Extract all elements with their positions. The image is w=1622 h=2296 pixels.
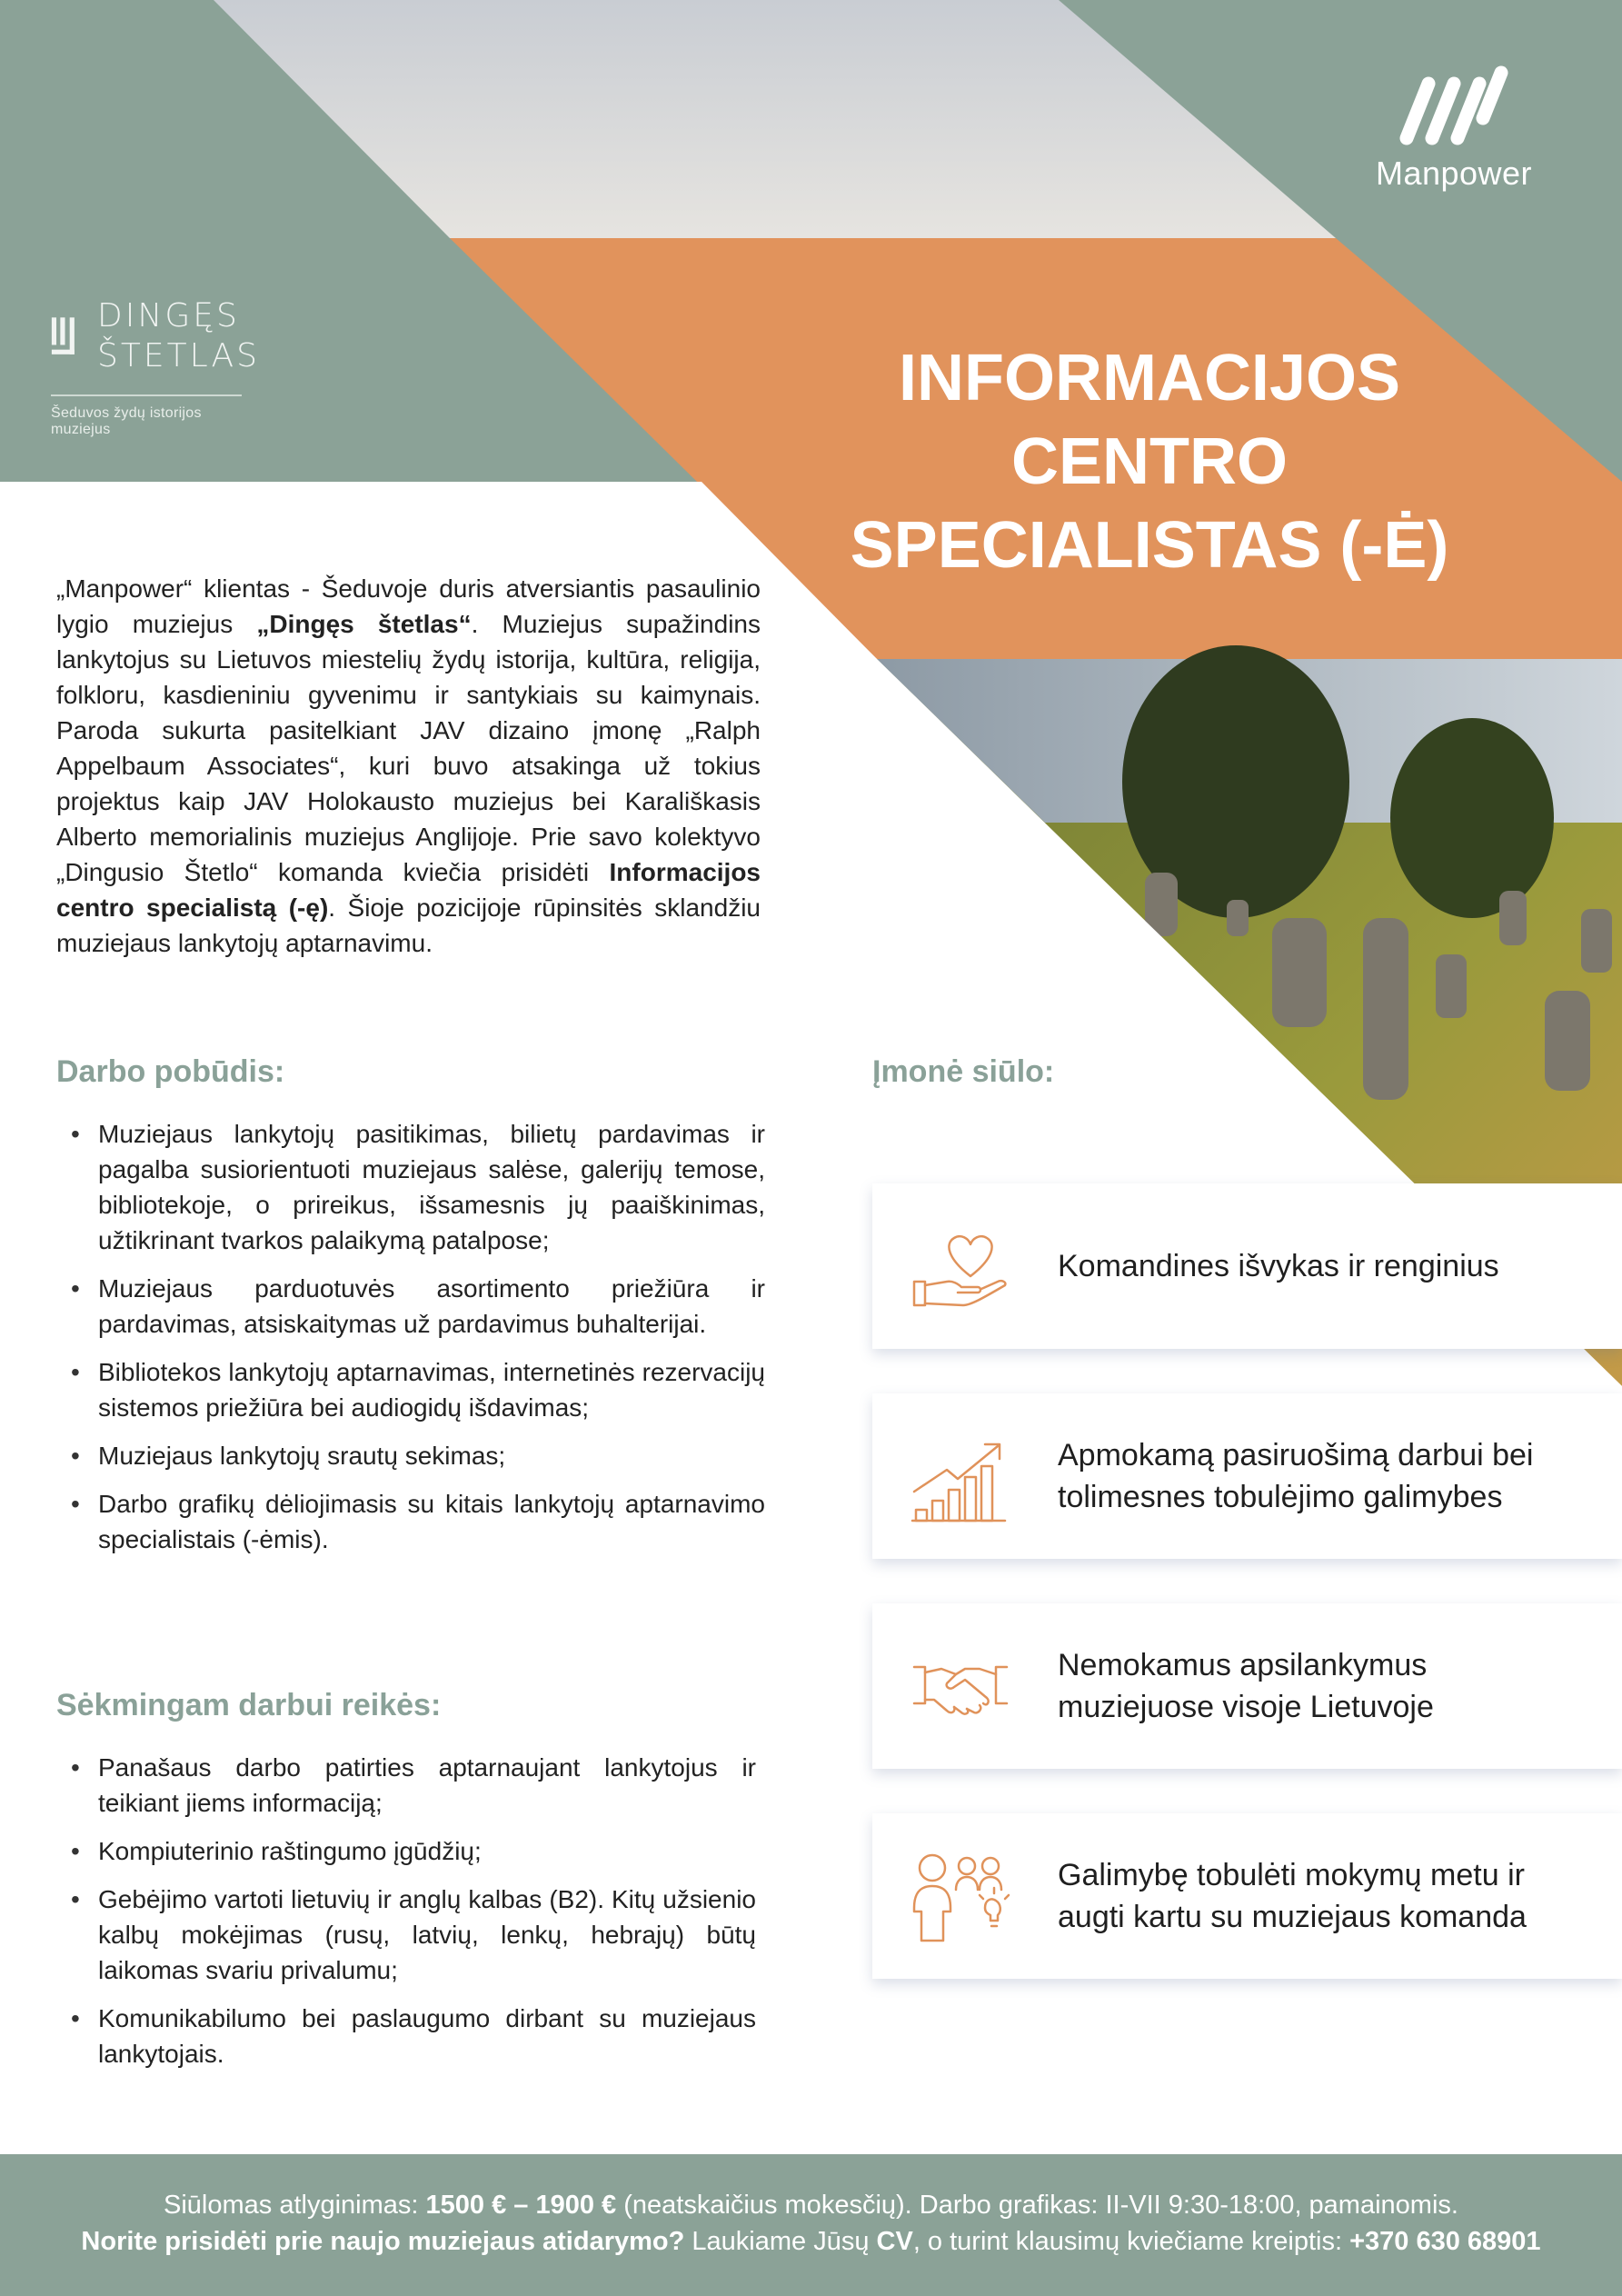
requirements-list	[58, 1750, 756, 2084]
offer-text: Nemokamus apsilankymus muziejuose visoje Lietuvoje	[1058, 1648, 1434, 1724]
salary-range: 1500 € – 1900 €	[425, 2191, 617, 2220]
footer-salary-line: Siūlomas atlyginimas: 1500 € – 1900 € (neatskaičius mokesčių). Darbo grafikas: II-VII 9:30-18:00, pamainomis.	[164, 2191, 1458, 2220]
list-item: • Muziejaus lankytojų srautų sekimas;	[58, 1438, 765, 1473]
offer-heading: Įmonė siūlo:	[872, 1054, 1055, 1089]
contact-phone: +370 630 68901	[1349, 2227, 1541, 2256]
list-item: • Gebėjimo vartoti lietuvių ir anglų kalbas (B2). Kitų užsienio kalbų mokėjimas (rusų, latvių, lenkų, hebrajų) būtų laikomas svariu privalumu;	[58, 1882, 756, 1988]
manpower-logo	[1363, 64, 1545, 193]
offer-card-training	[872, 1393, 1622, 1559]
offer-card-team-trips	[872, 1183, 1622, 1349]
museum-tagline: Šeduvos žydų istorijos muziejus	[51, 405, 202, 437]
position-name-bold: Informacijos centro specialistą (-ę)	[56, 858, 761, 922]
growth-chart-icon	[911, 1426, 1010, 1526]
manpower-mark-icon	[1381, 64, 1527, 147]
intro-paragraph: „Manpower“ klientas - Šeduvoje duris atversiantis pasaulinio lygio muziejus „Dingęs štetlas“. Muziejus supažindins lankytojus su Lietuvos miestelių žydų istorija, kultūra, religija, folkloru, kasdieniniu gyvenimu ir santykiais su kaimynais. Paroda sukurta pasitelkiant JAV dizaino įmonę „Ralph Appelbaum Associates“, kuri buvo atsakinga už tokius projektus kaip JAV Holokausto muziejus bei Karališkasis Alberto memorialinis muziejus Anglijoje. Prie savo kolektyvo „Dingusio Štetlo“ komanda kviečia prisidėti Informacijos centro specialistą (-ę). Šioje pozicijoje rūpinsitės sklandžiu muziejaus lankytojų aptarnavimu.	[56, 574, 761, 957]
offer-text: Galimybę tobulėti mokymų metu ir augti kartu su muziejaus komanda	[1058, 1858, 1527, 1934]
list-item: • Bibliotekos lankytojų aptarnavimas, internetinės rezervacijų sistemos priežiūra bei audiogidų išdavimas;	[58, 1354, 765, 1425]
museum-name-bold: „Dingęs štetlas“	[256, 610, 472, 638]
duties-heading: Darbo pobūdis:	[56, 1054, 285, 1089]
handshake-icon	[911, 1636, 1010, 1736]
job-title	[800, 336, 1499, 587]
list-item: • Muziejaus parduotuvės asortimento priežiūra ir pardavimas, atsiskaitymas už pardavimus buhalterijai.	[58, 1271, 765, 1342]
requirements-heading: Sėkmingam darbui reikės:	[56, 1688, 442, 1722]
museum-mark-icon	[51, 291, 79, 382]
job-title-line-2: CENTRO	[1011, 425, 1288, 498]
list-item: • Komunikabilumo bei paslaugumo dirbant su muziejaus lankytojais.	[58, 2001, 756, 2071]
team-idea-icon	[911, 1846, 1010, 1946]
list-item: • Muziejaus lankytojų pasitikimas, bilietų pardavimas ir pagalba susiorientuoti muziejaus salėse, galerijų temose, bibliotekoje, o prireikus, išsamesnis jų paaiškinimas, užtikrinant tvarkos palaikymą patalpose;	[58, 1116, 765, 1258]
footer-contact-line: Norite prisidėti prie naujo muziejaus atidarymo? Laukiame Jūsų CV, o turint klausimų kviečiame kreiptis: +370 630 68901	[81, 2227, 1541, 2256]
offer-card-growth	[872, 1813, 1622, 1979]
offer-card-museum-visits	[872, 1603, 1622, 1769]
duties-list	[58, 1116, 765, 1570]
job-title-line-1: INFORMACIJOS	[898, 342, 1401, 414]
offer-text: Apmokamą pasiruošimą darbui bei tolimesnes tobulėjimo galimybes	[1058, 1438, 1534, 1514]
list-item: • Darbo grafikų dėliojimasis su kitais lankytojų aptarnavimo specialistais (-ėmis).	[58, 1486, 765, 1557]
manpower-name: Manpower	[1375, 155, 1533, 192]
museum-logo	[51, 291, 260, 438]
job-title-line-3: SPECIALISTAS (-Ė)	[850, 509, 1449, 582]
museum-logo-divider	[51, 394, 242, 396]
footer	[0, 2154, 1622, 2296]
museum-name: DINGĘS ŠTETLAS	[97, 297, 260, 374]
list-item: • Panašaus darbo patirties aptarnaujant lankytojus ir teikiant jiems informaciją;	[58, 1750, 756, 1821]
heart-hand-icon	[911, 1216, 1010, 1316]
offer-text: Komandines išvykas ir renginius	[1058, 1249, 1499, 1283]
list-item: • Kompiuterinio raštingumo įgūdžių;	[58, 1833, 756, 1869]
